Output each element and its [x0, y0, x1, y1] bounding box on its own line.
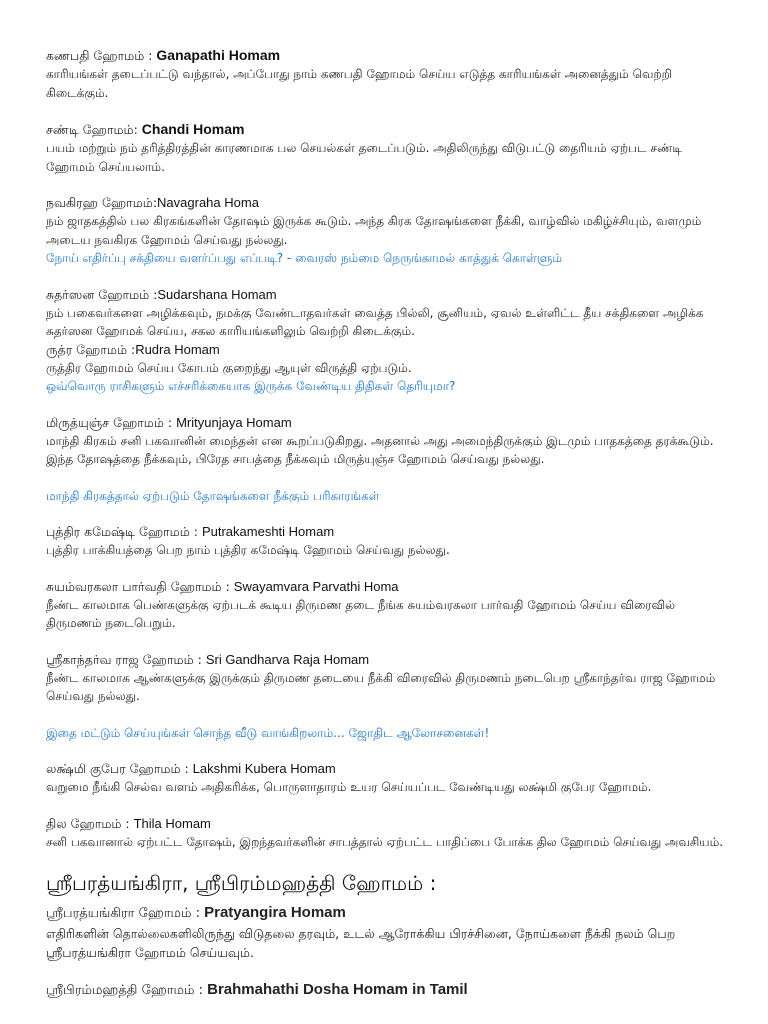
section-body: எதிரிகளின் தொல்லைகளிலிருந்து விடுதலை தரவும், உடல் ஆரோக்கிய பிரச்சினை, நோய்களை நீக்கி நலம் பெற ஸ்ரீபரத்யங்கிரா ஹோமம் செய்யவும்.	[46, 926, 676, 960]
sub-heading	[46, 980, 726, 1001]
related-article-link[interactable]: இதை மட்டும் செய்யுங்கள் சொந்த வீடு வாங்கிறலாம்... ஜோதிட ஆலோசனைகள்!	[46, 725, 490, 740]
related-article-link[interactable]: மாந்தி கிரகத்தால் ஏற்படும் தோஷங்களை நீக்கும் பரிகாரங்கள்	[46, 488, 380, 503]
related-article-link[interactable]: ஒவ்வொரு ராசிகளும் எச்சரிக்கையாக இருக்க வேண்டிய திதிகள் தெரியுமா?	[46, 379, 456, 393]
heading-tamil: லக்ஷ்மி குபேர ஹோமம் :	[46, 761, 193, 776]
heading-english: Lakshmi Kubera Homam	[192, 761, 336, 776]
section-heading	[46, 578, 726, 596]
section-heading	[46, 651, 726, 669]
heading-tamil: சுதர்ஸன ஹோமம் :	[46, 286, 158, 302]
heading-tamil: நவகிரஹ ஹோமம்:	[46, 195, 158, 210]
heading-tamil: ஸ்ரீபிரம்மஹத்தி ஹோமம் :	[46, 983, 208, 998]
section-heading	[46, 120, 726, 139]
heading-english: Swayamvara Parvathi Homa	[233, 578, 399, 594]
heading-english: Pratyangira Homam	[204, 904, 346, 921]
document-page	[46, 46, 726, 1019]
section-heading	[46, 815, 726, 833]
major-heading: ஸ்ரீபரத்யங்கிரா, ஸ்ரீபிரம்மஹத்தி ஹோமம் :	[46, 871, 437, 895]
section-lakshmi-kubera	[46, 760, 726, 797]
section-body: காரியங்கள் தடைப்பட்டு வந்தால், அப்போது நாம் கணபதி ஹோமம் செய்ய எடுத்த காரியங்கள் அனைத்தும் வெற்றி கிடைக்கும்.	[46, 67, 672, 100]
heading-english: Rudra Homam	[135, 341, 220, 357]
sub-heading	[46, 903, 726, 924]
section-heading	[46, 341, 726, 359]
heading-tamil: மிருத்யுஞ்ச ஹோமம் :	[46, 414, 177, 430]
heading-english: Sudarshana Homam	[157, 286, 277, 302]
heading-tamil: ஸ்ரீகாந்தர்வ ராஜ ஹோமம் :	[46, 651, 206, 667]
heading-english: Putrakameshti Homam	[201, 524, 335, 539]
section-body: நீண்ட காலமாக ஆண்களுக்கு இருக்கும் திருமண தடையை நீக்கி விரைவில் திருமணம் நடைபெற ஸ்ரீகாந்தர்வ ராஜ ஹோமம் செய்வது நல்லது.	[46, 670, 716, 703]
heading-english: Mrityunjaya Homam	[176, 414, 292, 430]
section-heading	[46, 286, 726, 304]
section-pratyangira	[46, 903, 726, 962]
section-body: நம் ஜாதகத்தில் பல கிரகங்களின் தோஷம் இருக்க கூடும். அந்த கிரக தோஷங்களை நீக்கி, வாழ்வில் மகிழ்ச்சியும், வளமும் அடைய நவகிரக ஹோமம் செய்வது நல்லது.	[46, 214, 702, 247]
heading-tamil: சண்டி ஹோமம்:	[46, 122, 142, 137]
heading-english: Brahmahathi Dosha Homam in Tamil	[207, 981, 468, 998]
section-navagraha	[46, 194, 726, 268]
section-body: புத்திர பாக்கியத்தை பெற நாம் புத்திர கமேஷ்டி ஹோமம் செய்வது நல்லது.	[46, 543, 450, 557]
section-gandharva	[46, 651, 726, 743]
section-body: நம் பகைவர்களை அழிக்கவும், நமக்கு வேண்டாதவர்கள் வைத்த பில்லி, சூனியம், ஏவல் உள்ளிட்ட தீய சக்திகளை அழிக்க சுதர்ஸன ஹோமக் செய்ய, சகல காரியங்களிலும் வெற்றி கிடைக்கும்.	[46, 305, 704, 338]
related-article-link[interactable]: நோய் எதிர்ப்பு சக்தியை வளர்ப்பது எப்படி? - வைரஸ் நம்மை நெருங்காமல் காத்துக் கொள்ளும்	[46, 251, 562, 265]
section-rudra	[46, 341, 726, 396]
section-heading	[46, 46, 726, 65]
section-putrakameshti	[46, 523, 726, 560]
heading-tamil: புத்திர கமேஷ்டி ஹோமம் :	[46, 524, 202, 539]
section-body: சனி பகவானால் ஏற்பட்ட தோஷம், இறந்தவர்களின் சாபத்தால் ஏற்பட்ட பாதிப்பை போக்க தில ஹோமம் செய்வது அவசியம்.	[46, 834, 724, 849]
section-body: ருத்திர ஹோமம் செய்ய கோபம் குறைந்து ஆயுள் விருத்தி ஏற்படும்.	[46, 360, 412, 375]
heading-english: Navagraha Homa	[157, 195, 259, 210]
section-sudarshana	[46, 286, 726, 341]
heading-tamil: ஸ்ரீபரத்யங்கிரா ஹோமம் :	[46, 906, 205, 921]
heading-tamil: ருத்ர ஹோமம் :	[46, 341, 136, 357]
section-body: வறுமை நீங்கி செல்வ வளம் அதிகரிக்க, பொருளாதாரம் உயர செய்யப்பட வேண்டியது லக்ஷ்மி குபேர ஹோமம்.	[46, 780, 652, 794]
section-heading	[46, 414, 726, 432]
section-heading	[46, 760, 726, 778]
heading-tamil: சுயம்வரகலா பார்வதி ஹோமம் :	[46, 578, 234, 594]
heading-english: Sri Gandharva Raja Homam	[205, 651, 370, 667]
section-swayamvara	[46, 578, 726, 633]
heading-english: Chandi Homam	[141, 121, 245, 137]
heading-tamil: தில ஹோமம் :	[46, 815, 134, 831]
section-chandi	[46, 120, 726, 176]
section-body: நீண்ட காலமாக பெண்களுக்கு ஏற்படக் கூடிய திருமண தடை நீங்க சுயம்வரகலா பார்வதி ஹோமம் செய்ய விரைவில் திருமணம் நடைபெறும்.	[46, 597, 676, 630]
section-heading	[46, 194, 726, 212]
heading-english: Ganapathi Homam	[156, 47, 281, 63]
heading-tamil: கணபதி ஹோமம் :	[46, 48, 157, 63]
section-heading	[46, 523, 726, 541]
heading-english: Thila Homam	[133, 815, 211, 831]
section-body: மாந்தி கிரகம் சனி பகவானின் மைந்தன் என கூறப்படுகிறது. அதனால் அது அமைந்திருக்கும் இடமும் பாதகத்தை தரக்கூடும். இந்த தோஷத்தை நீக்கவும், பிரேத சாபத்தை நீக்கவும் மிருத்யுஞ்ச ஹோமம் செய்வது நல்லது.	[46, 433, 714, 466]
section-body: பயம் மற்றும் நம் தரித்திரத்தின் காரணமாக பல செயல்கள் தடைப்படும். அதிலிருந்து விடுபட்டு தைரியம் ஏற்பட சண்டி ஹோமம் செய்யலாம்.	[46, 141, 682, 174]
section-mrityunjaya	[46, 414, 726, 506]
section-thila	[46, 815, 726, 852]
section-brahmahathi	[46, 980, 726, 1001]
section-ganapathi	[46, 46, 726, 102]
